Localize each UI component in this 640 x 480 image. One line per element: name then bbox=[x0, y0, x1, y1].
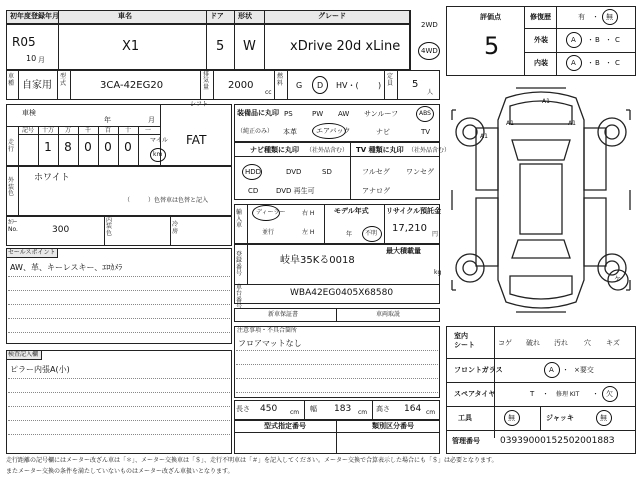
color-no-label: ｶﾗｰ No. bbox=[8, 219, 18, 234]
navi-cd: CD bbox=[248, 187, 259, 195]
recycle-deposit-value: 17,210 bbox=[392, 223, 427, 234]
interior-grade-a: A bbox=[571, 59, 576, 67]
model-label: 型式 bbox=[60, 73, 67, 87]
score-value: 5 bbox=[484, 32, 500, 60]
mgmt-label: 管理番号 bbox=[452, 437, 480, 445]
vin-value: WBA42EG0405X68580 bbox=[290, 288, 394, 298]
grade-label: グレード bbox=[318, 12, 346, 20]
footer-line2: またメーター交換の条件を満たしていないものはメーター改ざん車扱いとなります。 bbox=[6, 468, 234, 475]
footer-line1: 走行距離の記号欄にはメーター改ざん車は「＊」、メーター交換車は「＄」、走行不明車は「＃」を記入してください。メーター交換で合算表示した場合にも「＄」は必要となります。 bbox=[6, 457, 498, 464]
fuel-d: D bbox=[317, 81, 324, 90]
capacity-value: 5 bbox=[412, 79, 419, 90]
displacement-label: 排気量 bbox=[203, 71, 210, 91]
tv-analog: アナログ bbox=[362, 187, 390, 195]
car-name-label: 車名 bbox=[118, 12, 132, 20]
usage-value: 自家用 bbox=[22, 80, 52, 91]
inspector-note-value: ピラー内張A(小) bbox=[10, 365, 70, 374]
interior-grade-b: B bbox=[595, 59, 600, 67]
exterior-grade-label: 外装 bbox=[534, 36, 548, 44]
drive-4wd: 4WD bbox=[421, 47, 438, 55]
plate-label: 登録番号 bbox=[236, 251, 243, 277]
model-designation-label: 型式指定番号 bbox=[264, 422, 306, 430]
spare-t: T bbox=[530, 390, 535, 398]
color-code-open: （ bbox=[124, 197, 131, 204]
displacement-value: 2000 bbox=[228, 80, 254, 91]
capacity-label: 定員 bbox=[387, 73, 394, 87]
mile-unit: マイル bbox=[150, 137, 168, 144]
reg-year-value: R05 bbox=[12, 35, 36, 49]
km-unit: km bbox=[153, 151, 163, 158]
notes-box bbox=[234, 326, 440, 398]
length-label: 長さ bbox=[236, 405, 250, 413]
vin-label: 車台番号 bbox=[236, 284, 243, 310]
width-unit: cm bbox=[358, 409, 368, 416]
model-year-unknown: 不明 bbox=[365, 230, 378, 237]
import-left-h: 左 H bbox=[302, 229, 315, 236]
tool-value: 無 bbox=[508, 414, 515, 422]
fuel-g: G bbox=[296, 81, 303, 90]
shift-value: FAT bbox=[186, 133, 207, 147]
tv-fullseg: フルセグ bbox=[362, 168, 390, 176]
notes-label: 注意事項・不具合箇所 bbox=[237, 327, 298, 334]
tool-label: 工具 bbox=[458, 414, 472, 422]
drive-2wd: 2WD bbox=[421, 21, 438, 29]
mileage-digit: 8 bbox=[64, 140, 72, 154]
mileage-col-header: 千 bbox=[84, 127, 91, 134]
jack-label: ジャッキ bbox=[546, 414, 574, 422]
eq-abs: ABS bbox=[419, 110, 431, 117]
equipment-sub: （純正のみ） bbox=[237, 128, 274, 135]
grade-value: xDrive 20d xLine bbox=[290, 39, 401, 54]
notes-value: フロアマットなし bbox=[238, 339, 302, 348]
eq-aw: AW bbox=[338, 110, 350, 118]
windshield-sep: ・ bbox=[562, 366, 569, 374]
height-value: 164 bbox=[404, 404, 422, 414]
kg-unit: kg bbox=[434, 269, 442, 276]
car-outline-icon bbox=[446, 80, 636, 322]
class-label: 類別区分番号 bbox=[372, 422, 414, 430]
eq-pw: PW bbox=[312, 110, 324, 118]
seat-label: 室内 シート bbox=[454, 332, 475, 350]
repair-sep: ・ bbox=[592, 13, 599, 21]
damage-mark-1: A1 bbox=[542, 98, 550, 105]
import-right-h: 右 H bbox=[302, 210, 315, 217]
car-diagram bbox=[446, 80, 636, 322]
mileage-digit: 0 bbox=[104, 140, 112, 154]
mileage-digit: 0 bbox=[84, 140, 92, 154]
interior-grade-label: 内装 bbox=[534, 59, 548, 67]
eq-ps: PS bbox=[284, 110, 293, 118]
seat-burn: コゲ bbox=[498, 339, 512, 347]
interior-grade-c: C bbox=[615, 59, 620, 67]
eq-sunroof: サンルーフ bbox=[364, 110, 399, 118]
mileage-col-header: 万 bbox=[64, 127, 71, 134]
fuel-hv: HV・( bbox=[336, 81, 359, 90]
warranty-box bbox=[234, 308, 440, 322]
eq-leather: 本革 bbox=[283, 128, 297, 136]
navi-sd: SD bbox=[322, 168, 332, 176]
mileage-col-header: 一 bbox=[144, 127, 151, 134]
height-unit: cm bbox=[426, 409, 436, 416]
seat-scratch: キズ bbox=[606, 339, 620, 347]
sales-point-label: セールスポイント bbox=[8, 249, 56, 256]
model-year-year: 年 bbox=[346, 231, 353, 238]
windshield-replace: ×要交 bbox=[574, 366, 594, 374]
exterior-grade-a: A bbox=[571, 36, 576, 44]
interior-color-label: 内装色 bbox=[106, 217, 113, 237]
damage-mark-5: ケ bbox=[614, 275, 621, 283]
spare-sep-2: ・ bbox=[592, 390, 599, 398]
color-no-value: 300 bbox=[52, 225, 70, 235]
usage-label: 車種 bbox=[8, 73, 15, 87]
navi-dvd: DVD bbox=[286, 168, 302, 176]
reg-month-value: 10 bbox=[26, 54, 37, 63]
inspection-label: 車検 bbox=[22, 109, 36, 117]
mileage-col-header: 十 bbox=[124, 127, 131, 134]
tv-oneseg: ワンセグ bbox=[406, 168, 434, 176]
sales-point-value: AW、革、キーレスキー、ｴﾛｶﾒﾗ bbox=[10, 263, 123, 272]
mileage-digit: 1 bbox=[44, 140, 52, 154]
tv-header: TV 種類に丸印 bbox=[356, 146, 404, 154]
color-no-box bbox=[6, 216, 232, 246]
eq-airbag: エアバック bbox=[316, 127, 351, 135]
jack-value: 無 bbox=[600, 414, 607, 422]
yen-unit: 円 bbox=[432, 231, 439, 238]
tv-sub: （社外品含む） bbox=[408, 147, 451, 154]
spec-row bbox=[6, 70, 440, 100]
exterior-grade-b: B bbox=[595, 36, 600, 44]
spare-label: スペアタイヤ bbox=[454, 390, 496, 398]
length-unit: cm bbox=[290, 409, 300, 416]
repair-yes: 有 bbox=[578, 13, 585, 21]
plate-value: 岐阜35Kる0018 bbox=[280, 255, 355, 266]
navi-header: ナビ種類に丸印 bbox=[250, 146, 299, 154]
windshield-label: フロントガラス bbox=[454, 366, 503, 374]
model-value: 3CA-42EG20 bbox=[100, 80, 164, 91]
month-unit2: 月 bbox=[148, 116, 155, 124]
spare-missing: 欠 bbox=[606, 390, 613, 398]
shape-label: 形状 bbox=[238, 12, 252, 20]
spare-kit: 修理 KIT bbox=[556, 391, 580, 398]
damage-mark-4: A1 bbox=[480, 133, 488, 140]
import-label: 輸入車 bbox=[236, 209, 243, 230]
repair-no: 無 bbox=[606, 13, 613, 21]
reg-year-label: 初年度登録年月 bbox=[10, 12, 59, 20]
windshield-a: A bbox=[549, 366, 554, 374]
month-unit: 月 bbox=[38, 56, 45, 64]
eq-navi: ナビ bbox=[376, 128, 390, 136]
capacity-unit: 人 bbox=[427, 89, 434, 96]
model-year-label: モデル年式 bbox=[334, 207, 369, 215]
shift-label: シフト bbox=[190, 101, 209, 108]
spare-sep-1: ・ bbox=[542, 390, 549, 398]
fuel-close: ) bbox=[378, 81, 382, 90]
color-code-close: ）色替車は色替と記入 bbox=[148, 197, 209, 204]
fuel-label: 燃料 bbox=[277, 73, 284, 87]
mileage-col-header: 百 bbox=[104, 127, 111, 134]
exterior-value: ホワイト bbox=[34, 173, 70, 183]
cc-unit: cc bbox=[265, 89, 272, 96]
repair-label: 修復歴 bbox=[530, 13, 551, 21]
width-label: 幅 bbox=[310, 405, 317, 413]
seat-stain: 汚れ bbox=[554, 339, 568, 347]
car-name-value: X1 bbox=[122, 39, 140, 54]
import-parallel: 並行 bbox=[262, 229, 275, 236]
max-load-label: 最大積載量 bbox=[386, 247, 421, 255]
navi-dvd-play: DVD 再生可 bbox=[276, 187, 315, 195]
navi-sub: （社外品含む） bbox=[306, 147, 349, 154]
doors-label: ドア bbox=[210, 12, 224, 20]
score-label: 評価点 bbox=[480, 13, 501, 21]
mileage-digit: 0 bbox=[124, 140, 132, 154]
exterior-grade-c: C bbox=[615, 36, 620, 44]
import-dealer: ディーラー bbox=[256, 209, 286, 216]
navi-hdd: HDD bbox=[245, 168, 262, 176]
mileage-label: 走行 bbox=[8, 139, 15, 153]
mileage-col-header: 記号 bbox=[21, 127, 34, 134]
exterior-label: 外装色 bbox=[8, 177, 15, 198]
seat-hole: 穴 bbox=[584, 339, 591, 347]
mgmt-value: 0393900015250200188З bbox=[500, 436, 615, 446]
damage-mark-2: A1 bbox=[506, 120, 514, 127]
doors-value: 5 bbox=[216, 39, 225, 54]
seat-tear: 破れ bbox=[526, 339, 540, 347]
mileage-col-header: 十万 bbox=[41, 127, 54, 134]
height-label: 高さ bbox=[376, 405, 390, 413]
ac-label: 冷房 bbox=[172, 221, 179, 235]
damage-mark-3: A1 bbox=[568, 120, 576, 127]
warranty-label: 新車保証書 bbox=[268, 311, 299, 318]
length-value: 450 bbox=[260, 404, 278, 414]
eq-tv: TV bbox=[421, 128, 431, 136]
header-row bbox=[6, 10, 410, 24]
inspector-note-label: 検査記入欄 bbox=[8, 351, 39, 358]
recycle-deposit-label: リサイクル預託金 bbox=[386, 207, 442, 215]
manual-label: 車両取説 bbox=[376, 311, 401, 318]
equipment-label: 装備品に丸印 bbox=[237, 109, 279, 117]
shape-value: W bbox=[243, 39, 256, 54]
year-unit: 年 bbox=[104, 116, 111, 124]
width-value: 183 bbox=[334, 404, 352, 414]
